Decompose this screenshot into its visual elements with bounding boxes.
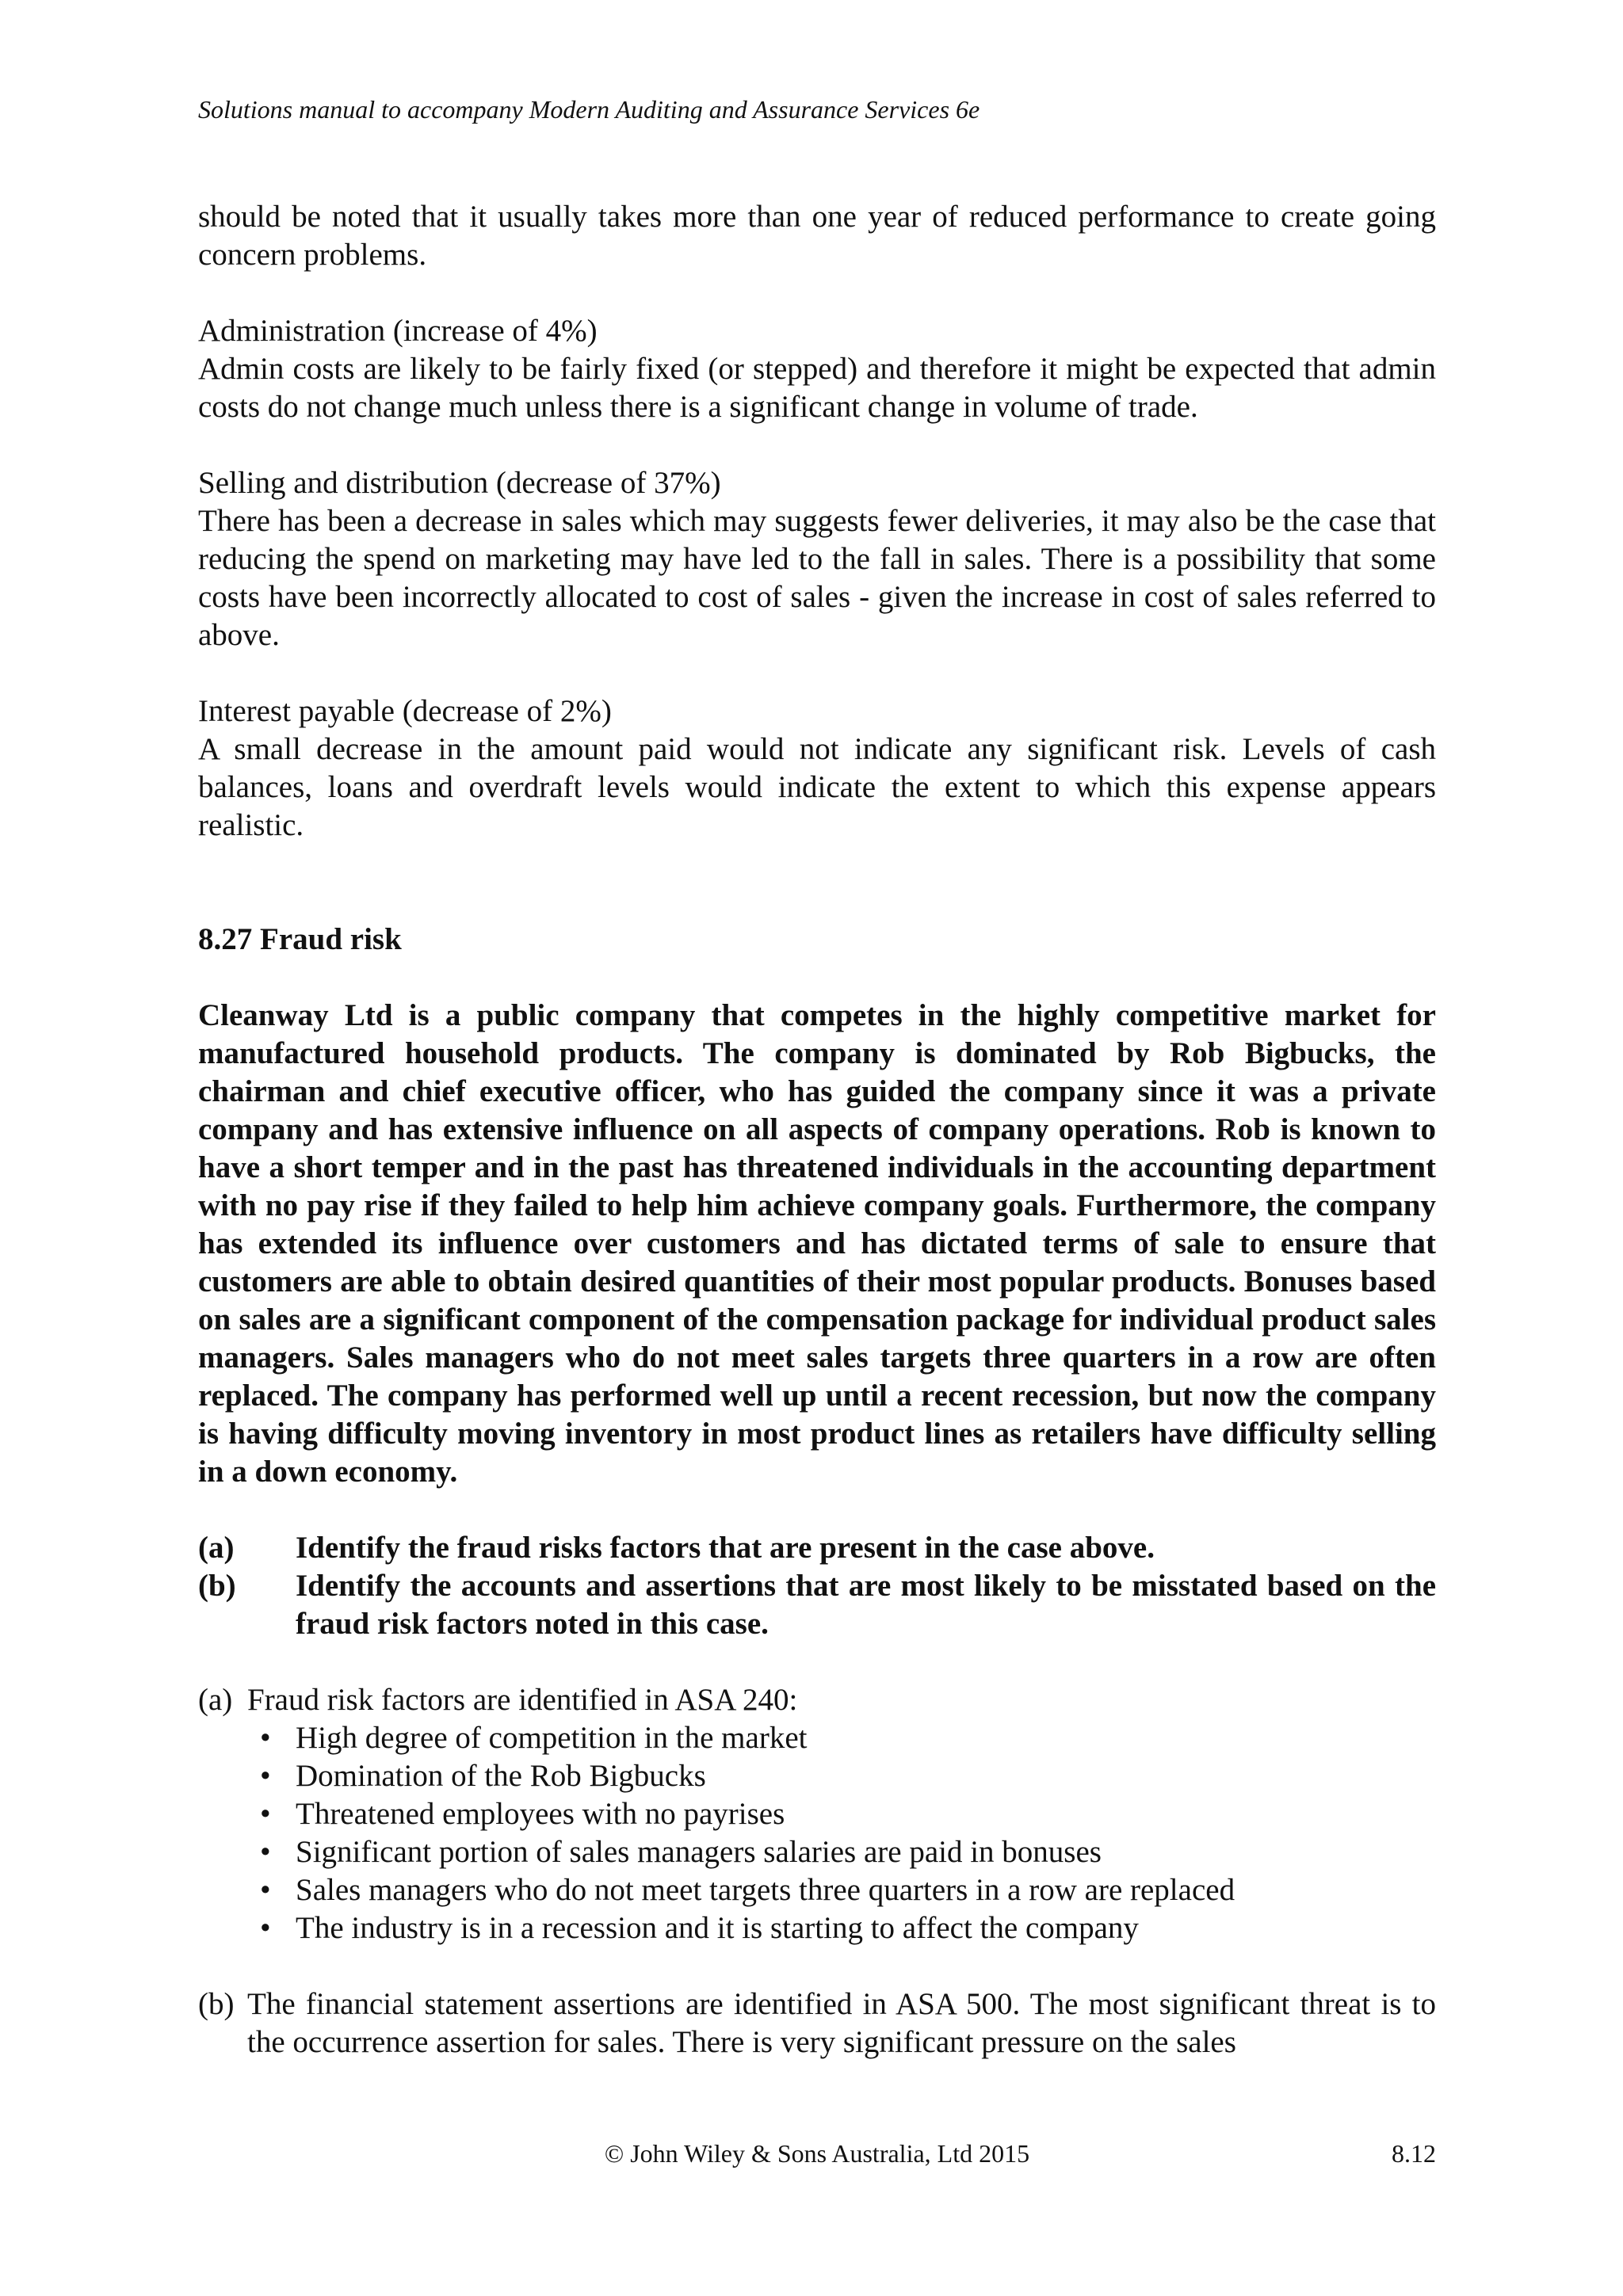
list-item bbox=[247, 1871, 1436, 1909]
section-text: Admin costs are likely to be fairly fixed (or stepped) and therefore it might be expected that admin costs do not change much unless there is a significant change in volume of trade. bbox=[198, 352, 1436, 424]
question-label: (a) bbox=[198, 1531, 235, 1565]
list-item-text: The industry is in a recession and it is starting to affect the company bbox=[296, 1911, 1139, 1945]
list-item bbox=[247, 1909, 1436, 1947]
running-header: Solutions manual to accompany Modern Auditing and Assurance Services 6e bbox=[198, 95, 980, 124]
section-administration bbox=[198, 312, 1436, 426]
list-item-text: Significant portion of sales managers salaries are paid in bonuses bbox=[296, 1835, 1102, 1869]
bullet-icon: • bbox=[260, 1835, 271, 1869]
section-interest-payable bbox=[198, 692, 1436, 845]
fraud-risk-factor-list bbox=[198, 1719, 1436, 1947]
section-text: A small decrease in the amount paid would not indicate any significant risk. Levels of cash balances, loans and overdraft levels would indicate the extent to which this expense appears realistic. bbox=[198, 732, 1436, 842]
answer-b bbox=[198, 1985, 1436, 2061]
answer-a bbox=[198, 1681, 1436, 1719]
answer-label: (a) bbox=[198, 1683, 233, 1717]
section-heading: Selling and distribution (decrease of 37%) bbox=[198, 466, 721, 500]
section-text: There has been a decrease in sales which may suggests fewer deliveries, it may also be the case that reducing the spend on marketing may have led to the fall in sales. There is a possibility that some costs have been incorrectly allocated to cost of sales - given the increase in cost of sales referred to above. bbox=[198, 504, 1436, 652]
list-item-text: Threatened employees with no payrises bbox=[296, 1797, 785, 1831]
answer-label: (b) bbox=[198, 1987, 235, 2021]
question-label: (b) bbox=[198, 1569, 236, 1603]
continuation-paragraph: should be noted that it usually takes more than one year of reduced performance to create going concern problems. bbox=[198, 200, 1436, 272]
question-text: Identify the accounts and assertions that are most likely to be misstated based on the fraud risk factors noted in this case. bbox=[296, 1569, 1436, 1641]
list-item-text: High degree of competition in the market bbox=[296, 1721, 808, 1755]
answer-text: The financial statement assertions are identified in ASA 500. The most significant threat is to the occurrence assertion for sales. There is very significant pressure on the sales bbox=[247, 1987, 1436, 2059]
list-item-text: Domination of the Rob Bigbucks bbox=[296, 1759, 706, 1793]
bullet-icon: • bbox=[260, 1911, 271, 1945]
section-heading: Administration (increase of 4%) bbox=[198, 314, 598, 348]
question-a bbox=[198, 1529, 1436, 1567]
section-selling-distribution bbox=[198, 464, 1436, 654]
bullet-icon: • bbox=[260, 1759, 271, 1793]
list-item bbox=[247, 1795, 1436, 1833]
list-item bbox=[247, 1719, 1436, 1757]
document-page bbox=[198, 0, 1436, 2296]
list-item bbox=[247, 1833, 1436, 1871]
answer-intro: Fraud risk factors are identified in ASA 240: bbox=[247, 1683, 798, 1717]
case-scenario: Cleanway Ltd is a public company that competes in the highly competitive market for manufactured household products. The company is dominated by Rob Bigbucks, the chairman and chief executive officer, who has guided the company since it was a private company and has extensive influence on all aspects of company operations. Rob is known to have a short temper and in the past has threatened individuals in the accounting department with no pay rise if they failed to help him achieve company goals. Furthermore, the company has extended its influence over customers and has dictated terms of sale to ensure that customers are able to obtain desired quantities of their most popular products. Bonuses based on sales are a significant component of the compensation package for individual product sales managers. Sales managers who do not meet sales targets three quarters in a row are often replaced. The company has performed well up until a recent recession, but now the company is having difficulty moving inventory in most product lines as retailers have difficulty selling in a down economy. bbox=[198, 998, 1436, 1489]
case-title: 8.27 Fraud risk bbox=[198, 922, 402, 956]
bullet-icon: • bbox=[260, 1721, 271, 1755]
document-body bbox=[198, 198, 1436, 2061]
bullet-icon: • bbox=[260, 1873, 271, 1907]
list-item-text: Sales managers who do not meet targets three quarters in a row are replaced bbox=[296, 1873, 1235, 1907]
question-text: Identify the fraud risks factors that are present in the case above. bbox=[296, 1531, 1155, 1565]
page-number: 8.12 bbox=[1392, 2139, 1436, 2168]
list-item bbox=[247, 1757, 1436, 1795]
question-b bbox=[198, 1567, 1436, 1643]
section-heading: Interest payable (decrease of 2%) bbox=[198, 694, 612, 728]
copyright-notice: © John Wiley & Sons Australia, Ltd 2015 bbox=[604, 2139, 1030, 2168]
bullet-icon: • bbox=[260, 1797, 271, 1831]
